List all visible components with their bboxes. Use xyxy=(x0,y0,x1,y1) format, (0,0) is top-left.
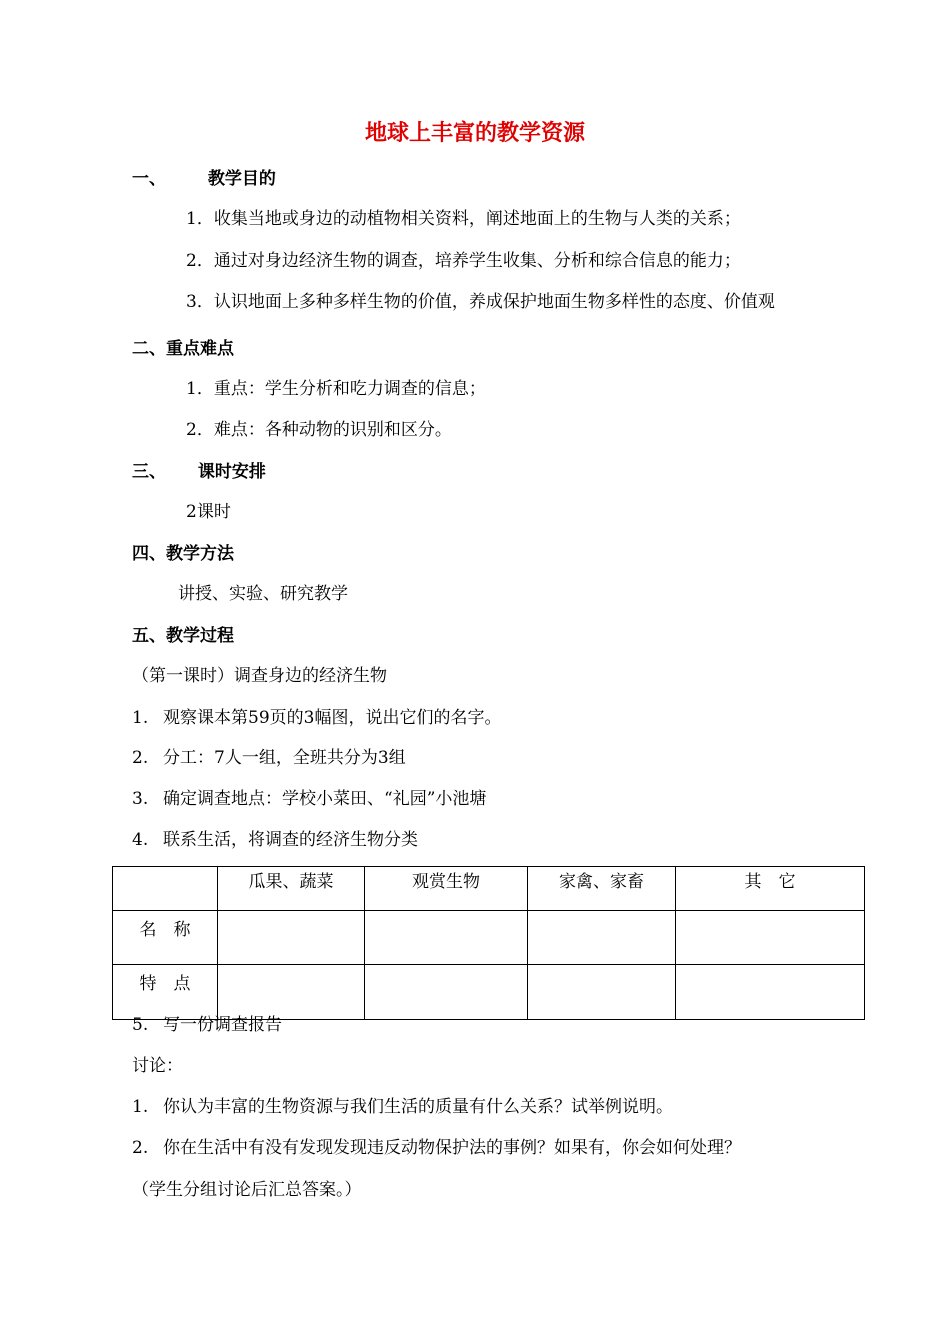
schedule-text: 2课时 xyxy=(186,502,231,522)
step-number: 4. xyxy=(132,830,149,850)
table-cell xyxy=(365,965,528,1020)
section-1-number: 一、 xyxy=(132,169,166,189)
table-cell xyxy=(676,911,865,965)
section-2-heading: 二、重点难点 xyxy=(132,339,234,359)
table-cell xyxy=(218,965,365,1020)
objective-item-2: 2．通过对身边经济生物的调查，培养学生收集、分析和综合信息的能力； xyxy=(186,251,741,271)
step-text: 写一份调查报告 xyxy=(163,1015,282,1035)
table-header-cell xyxy=(113,867,218,911)
process-step-1 xyxy=(132,707,501,729)
discussion-label: 讨论： xyxy=(132,1056,183,1076)
table-row-label: 名 称 xyxy=(113,911,218,965)
table-header-row xyxy=(113,867,865,911)
discussion-number: 2. xyxy=(132,1138,149,1158)
discussion-text: 你认为丰富的生物资源与我们生活的质量有什么关系？试举例说明。 xyxy=(163,1097,673,1117)
discussion-number: 1. xyxy=(132,1097,149,1117)
table-header-cell: 瓜果、蔬菜 xyxy=(218,867,365,911)
section-5-heading: 五、教学过程 xyxy=(132,626,234,646)
process-step-4 xyxy=(132,829,418,851)
key-point-item-1: 1．重点：学生分析和吃力调查的信息； xyxy=(186,379,486,399)
section-1-title: 教学目的 xyxy=(207,169,276,189)
step-text: 确定调查地点：学校小菜田、“礼园”小池塘 xyxy=(163,789,487,809)
table-header-cell: 其 它 xyxy=(676,867,865,911)
step-text: 分工：7人一组，全班共分为3组 xyxy=(163,748,406,768)
step-number: 2. xyxy=(132,748,149,768)
section-3-number: 三、 xyxy=(132,462,166,482)
process-step-5 xyxy=(132,1014,282,1036)
page-title: 地球上丰富的教学资源 xyxy=(364,120,585,146)
lesson-label: （第一课时）调查身边的经济生物 xyxy=(132,666,387,686)
classification-table xyxy=(112,866,865,1020)
table-row xyxy=(113,965,865,1020)
table-header-cell: 家禽、家畜 xyxy=(528,867,676,911)
step-number: 1. xyxy=(132,708,149,728)
objective-item-3: 3．认识地面上多种多样生物的价值，养成保护地面生物多样性的态度、价值观 xyxy=(186,292,775,312)
table-cell xyxy=(365,911,528,965)
step-number: 5. xyxy=(132,1015,149,1035)
table-row-label: 特 点 xyxy=(113,965,218,1020)
section-4-heading: 四、教学方法 xyxy=(132,544,234,564)
table-cell xyxy=(528,965,676,1020)
method-text: 讲授、实验、研究教学 xyxy=(178,584,348,604)
section-1-heading xyxy=(132,168,276,190)
discussion-text: 你在生活中有没有发现发现违反动物保护法的事例？如果有，你会如何处理？ xyxy=(163,1138,741,1158)
step-text: 观察课本第59页的3幅图，说出它们的名字。 xyxy=(163,708,502,728)
section-3-heading xyxy=(132,461,266,483)
table-cell xyxy=(528,911,676,965)
discussion-item-1 xyxy=(132,1096,673,1118)
discussion-item-2 xyxy=(132,1137,741,1159)
process-step-2 xyxy=(132,747,406,769)
table-header-cell: 观赏生物 xyxy=(365,867,528,911)
step-number: 3. xyxy=(132,789,149,809)
table-row xyxy=(113,911,865,965)
summary-note: （学生分组讨论后汇总答案。） xyxy=(132,1180,362,1200)
section-3-title: 课时安排 xyxy=(197,462,266,482)
key-point-item-2: 2．难点：各种动物的识别和区分。 xyxy=(186,420,452,440)
step-text: 联系生活，将调查的经济生物分类 xyxy=(163,830,418,850)
objective-item-1: 1．收集当地或身边的动植物相关资料，阐述地面上的生物与人类的关系； xyxy=(186,209,741,229)
process-step-3 xyxy=(132,788,486,810)
table-cell xyxy=(218,911,365,965)
table-cell xyxy=(676,965,865,1020)
